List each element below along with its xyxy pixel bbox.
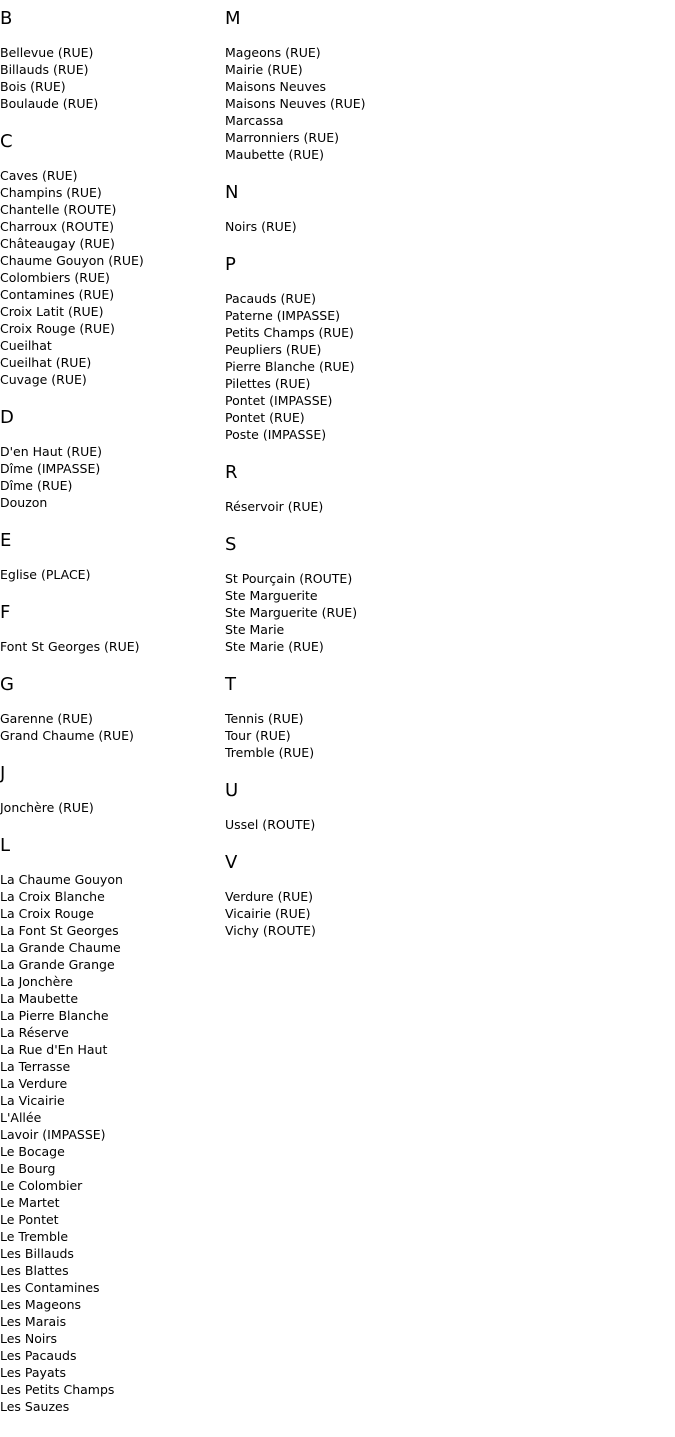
street-name: Marcassa xyxy=(225,113,284,128)
street-list xyxy=(225,44,475,163)
section-letter-heading: T xyxy=(225,674,236,695)
street-list xyxy=(225,290,475,443)
letter-section xyxy=(0,763,225,816)
street-name: Cueilhat xyxy=(0,338,52,353)
street-name: L'Allée xyxy=(0,1110,42,1125)
section-letter-heading: G xyxy=(0,674,14,695)
street-name: Pacauds (RUE) xyxy=(225,291,316,306)
street-name: Les Blattes xyxy=(0,1263,69,1278)
street-name: Maisons Neuves (RUE) xyxy=(225,96,366,111)
street-name: La Vicairie xyxy=(0,1093,65,1108)
street-list xyxy=(0,638,225,655)
street-name: Le Pontet xyxy=(0,1212,59,1227)
street-name: Les Marais xyxy=(0,1314,67,1329)
street-name: Le Colombier xyxy=(0,1178,83,1193)
street-name: Le Bocage xyxy=(0,1144,65,1159)
street-name: La Jonchère xyxy=(0,974,73,989)
street-name: Pontet (RUE) xyxy=(225,410,305,425)
street-name: D'en Haut (RUE) xyxy=(0,444,102,459)
street-list xyxy=(0,167,225,388)
street-name: La Réserve xyxy=(0,1025,69,1040)
letter-section xyxy=(225,182,475,235)
section-letter-heading: V xyxy=(225,852,238,873)
street-name: Grand Chaume (RUE) xyxy=(0,728,134,743)
street-list xyxy=(0,799,225,816)
section-letter-heading: E xyxy=(0,530,12,551)
street-name: Douzon xyxy=(0,495,48,510)
street-name: Dîme (IMPASSE) xyxy=(0,461,101,476)
street-name: Maisons Neuves xyxy=(225,79,327,94)
street-name: Contamines (RUE) xyxy=(0,287,115,302)
street-name: Bois (RUE) xyxy=(0,79,66,94)
street-name: Les Sauzes xyxy=(0,1399,70,1414)
street-name: La Verdure xyxy=(0,1076,68,1091)
street-name: Ussel (ROUTE) xyxy=(225,817,316,832)
street-name: Font St Georges (RUE) xyxy=(0,639,140,654)
letter-section xyxy=(225,780,475,833)
street-name: Pierre Blanche (RUE) xyxy=(225,359,355,374)
street-name: Poste (IMPASSE) xyxy=(225,427,327,442)
street-name: Les Petits Champs xyxy=(0,1382,115,1397)
street-name: Les Billauds xyxy=(0,1246,74,1261)
street-name: Réservoir (RUE) xyxy=(225,499,324,514)
street-list xyxy=(0,443,225,511)
street-name: Peupliers (RUE) xyxy=(225,342,322,357)
street-name: La Pierre Blanche xyxy=(0,1008,109,1023)
letter-section xyxy=(0,131,225,388)
street-name: Mairie (RUE) xyxy=(225,62,303,77)
street-name: Charroux (ROUTE) xyxy=(0,219,114,234)
street-name: La Grande Grange xyxy=(0,957,115,972)
street-name: Colombiers (RUE) xyxy=(0,270,110,285)
street-name: Croix Latit (RUE) xyxy=(0,304,104,319)
letter-section xyxy=(0,8,225,112)
street-name: Billauds (RUE) xyxy=(0,62,89,77)
street-list xyxy=(0,710,225,744)
street-name: Le Martet xyxy=(0,1195,60,1210)
section-letter-heading: U xyxy=(225,780,239,801)
street-list xyxy=(225,816,475,833)
street-name: La Grande Chaume xyxy=(0,940,121,955)
street-name: Noirs (RUE) xyxy=(225,219,297,234)
street-name: Eglise (PLACE) xyxy=(0,567,91,582)
street-name: Le Tremble xyxy=(0,1229,69,1244)
street-name: Tremble (RUE) xyxy=(225,745,315,760)
street-name: Cueilhat (RUE) xyxy=(0,355,92,370)
street-index-column-right xyxy=(225,8,475,958)
street-list xyxy=(225,888,475,939)
street-name: Champins (RUE) xyxy=(0,185,102,200)
street-name: La Rue d'En Haut xyxy=(0,1042,108,1057)
street-name: Jonchère (RUE) xyxy=(0,800,94,815)
street-list xyxy=(225,498,475,515)
street-name: Chaume Gouyon (RUE) xyxy=(0,253,144,268)
section-letter-heading: D xyxy=(0,407,14,428)
section-letter-heading: B xyxy=(0,8,13,29)
street-name: Vichy (ROUTE) xyxy=(225,923,316,938)
street-list xyxy=(225,570,475,655)
section-letter-heading: M xyxy=(225,8,241,29)
street-name: Verdure (RUE) xyxy=(225,889,314,904)
street-name: Les Payats xyxy=(0,1365,67,1380)
section-letter-heading: N xyxy=(225,182,239,203)
street-name: Les Contamines xyxy=(0,1280,100,1295)
street-name: La Terrasse xyxy=(0,1059,71,1074)
street-name: La Maubette xyxy=(0,991,79,1006)
street-name: Boulaude (RUE) xyxy=(0,96,99,111)
letter-section xyxy=(0,530,225,583)
street-name: Ste Marie xyxy=(225,622,285,637)
letter-section xyxy=(0,407,225,511)
street-name: Pontet (IMPASSE) xyxy=(225,393,333,408)
street-name: Marronniers (RUE) xyxy=(225,130,339,145)
street-name: La Croix Rouge xyxy=(0,906,95,921)
letter-section xyxy=(0,835,225,1415)
street-name: Le Bourg xyxy=(0,1161,56,1176)
street-name: Ste Marguerite (RUE) xyxy=(225,605,358,620)
street-name: Bellevue (RUE) xyxy=(0,45,94,60)
street-list xyxy=(225,218,475,235)
street-name: Les Pacauds xyxy=(0,1348,77,1363)
letter-section xyxy=(225,852,475,939)
section-letter-heading: L xyxy=(0,835,11,856)
street-name: Ste Marie (RUE) xyxy=(225,639,324,654)
letter-section xyxy=(225,674,475,761)
street-name: La Font St Georges xyxy=(0,923,119,938)
letter-section xyxy=(225,8,475,163)
street-index-column-left xyxy=(0,8,225,1434)
street-name: Lavoir (IMPASSE) xyxy=(0,1127,106,1142)
street-name: Pilettes (RUE) xyxy=(225,376,311,391)
street-name: St Pourçain (ROUTE) xyxy=(225,571,353,586)
street-list xyxy=(0,566,225,583)
section-letter-heading: S xyxy=(225,534,237,555)
letter-section xyxy=(225,534,475,655)
section-letter-heading: C xyxy=(0,131,13,152)
street-name: Châteaugay (RUE) xyxy=(0,236,115,251)
section-letter-heading: F xyxy=(0,602,11,623)
street-name: Croix Rouge (RUE) xyxy=(0,321,115,336)
street-name: La Croix Blanche xyxy=(0,889,105,904)
section-letter-heading: P xyxy=(225,254,236,275)
section-letter-heading: R xyxy=(225,462,238,483)
street-name: Paterne (IMPASSE) xyxy=(225,308,341,323)
street-name: Garenne (RUE) xyxy=(0,711,93,726)
letter-section xyxy=(0,674,225,744)
letter-section xyxy=(0,602,225,655)
street-name: Mageons (RUE) xyxy=(225,45,321,60)
street-list xyxy=(225,710,475,761)
street-name: Chantelle (ROUTE) xyxy=(0,202,117,217)
street-list xyxy=(0,44,225,112)
street-name: Les Mageons xyxy=(0,1297,82,1312)
street-name: Dîme (RUE) xyxy=(0,478,73,493)
street-list xyxy=(0,871,225,1415)
street-name: Ste Marguerite xyxy=(225,588,318,603)
street-name: Petits Champs (RUE) xyxy=(225,325,354,340)
street-name: La Chaume Gouyon xyxy=(0,872,123,887)
letter-section xyxy=(225,254,475,443)
street-name: Cuvage (RUE) xyxy=(0,372,87,387)
street-name: Tour (RUE) xyxy=(225,728,291,743)
street-name: Caves (RUE) xyxy=(0,168,78,183)
letter-section xyxy=(225,462,475,515)
street-name: Maubette (RUE) xyxy=(225,147,324,162)
street-name: Les Noirs xyxy=(0,1331,58,1346)
street-name: Tennis (RUE) xyxy=(225,711,304,726)
street-name: Vicairie (RUE) xyxy=(225,906,311,921)
section-letter-heading: J xyxy=(0,763,6,784)
